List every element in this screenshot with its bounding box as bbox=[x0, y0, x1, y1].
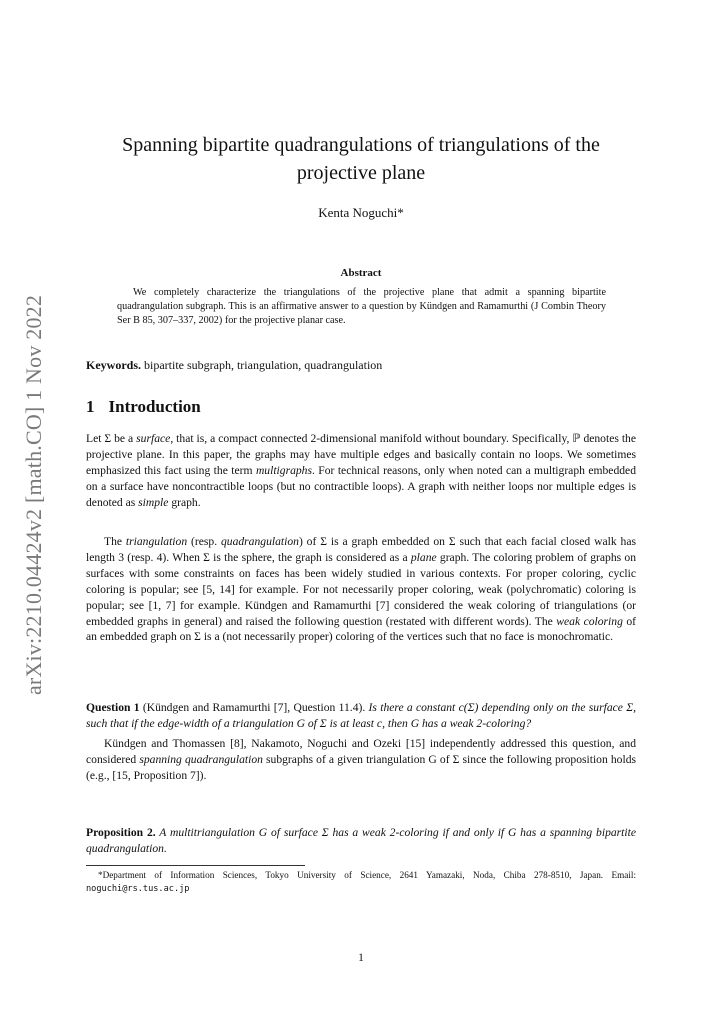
keywords-text: bipartite subgraph, triangulation, quadrangulation bbox=[144, 358, 383, 372]
paragraph-1 bbox=[86, 431, 636, 511]
section-number: 1 bbox=[86, 397, 95, 416]
question-label: Question 1 bbox=[86, 701, 140, 714]
emphasis: spanning quadrangulation bbox=[139, 752, 263, 766]
question-1 bbox=[86, 700, 636, 732]
page-number: 1 bbox=[358, 952, 364, 964]
emphasis: plane bbox=[410, 550, 437, 564]
section-title: Introduction bbox=[108, 397, 201, 416]
emphasis: surface bbox=[136, 432, 171, 445]
footnote-text: *Department of Information Sciences, Tokyo University of Science, 2641 Yamazaki, Noda, Chiba 278-8510, Japan. Email: bbox=[98, 870, 636, 880]
question-source: (Kündgen and Ramamurthi [7], Question 11.4). bbox=[139, 701, 366, 714]
footnote bbox=[86, 869, 636, 896]
text-span: The bbox=[104, 535, 126, 548]
emphasis: quadrangulation bbox=[220, 535, 299, 548]
text-span: ) of Σ is a graph embedded on Σ such that each facial closed walk has length 3 (resp. 4). When Σ is the sphere, the graph is considered as a bbox=[86, 535, 636, 564]
section-heading bbox=[86, 397, 201, 417]
emphasis: simple bbox=[138, 495, 169, 509]
emphasis: weak coloring bbox=[556, 614, 623, 628]
text-span: , that is, a compact connected 2-dimensional manifold without boundary. Specifically, ℙ denotes the projective plane. In this paper, the graphs may have multiple edges and basically contain no loops. We sometimes emphasized this fact using the term bbox=[86, 432, 636, 477]
arxiv-id: arXiv:2210.04424v2 [math.CO] 1 Nov 2022 bbox=[21, 294, 46, 695]
text-span: Let Σ be a bbox=[86, 432, 137, 445]
arxiv-sidebar bbox=[18, 294, 50, 695]
proposition-text: A multitriangulation G of surface Σ has a weak 2-coloring if and only if G has a spanning bipartite quadrangulation. bbox=[86, 826, 636, 855]
footnote-email: noguchi@rs.tus.ac.jp bbox=[86, 884, 190, 894]
keywords bbox=[86, 358, 636, 373]
text-span: of an embedded graph on Σ is a (not necessarily proper) coloring of the vertices such that no face is monochromatic. bbox=[86, 614, 637, 644]
emphasis: multigraphs bbox=[255, 463, 312, 477]
paper-title: Spanning bipartite quadrangulations of triangulations of the projective plane bbox=[122, 134, 600, 184]
author: Kenta Noguchi* bbox=[318, 205, 404, 220]
text-span: (resp. bbox=[187, 535, 221, 548]
paragraph-3 bbox=[86, 736, 636, 784]
text-span: . For technical reasons, only when noted can a multigraph embedded on a surface have noncontractible loops (but no contractible loops). A graph with neither loops nor multiple edges is denoted as bbox=[86, 463, 636, 509]
text-span: Kündgen and Thomassen [8], Nakamoto, Noguchi and Ozeki [15] independently addressed this question, and considered bbox=[86, 737, 636, 766]
proposition-label: Proposition 2. bbox=[86, 826, 156, 839]
abstract-text: We completely characterize the triangulations of the projective plane that admit a spanning bipartite quadrangulation subgraph. This is an affirmative answer to a question by Kündgen and Ramamurthi (J Combin Theory Ser B 85, 307–337, 2002) for the projective planar case. bbox=[117, 287, 606, 326]
footnote-rule bbox=[86, 865, 305, 866]
text-span: graph. The coloring problem of graphs on surfaces with some constraints on faces has been widely studied in various contexts. For proper coloring, cyclic coloring is popular; see [5, 14] for example. For not necessarily proper coloring, weak (polychromatic) coloring is popular; see [1, 7] for example. Kündgen and Ramamurthi [7] considered the weak coloring of triangulations (or embedded graphs in general) and raised the following question (restated with different words). The bbox=[86, 550, 636, 628]
proposition-2 bbox=[86, 825, 636, 857]
text-span: graph. bbox=[168, 495, 201, 509]
emphasis: triangulation bbox=[125, 535, 188, 548]
question-text: Is there a constant c(Σ) depending only on the surface Σ, such that if the edge-width of a triangulation G of Σ is at least c, then G has a weak 2-coloring? bbox=[86, 701, 636, 730]
abstract-heading: Abstract bbox=[340, 267, 382, 279]
paragraph-2 bbox=[86, 534, 636, 645]
keywords-label: Keywords. bbox=[86, 358, 141, 372]
text-span: subgraphs of a given triangulation G of Σ since the following proposition holds (e.g., [15, Proposition 7]). bbox=[86, 752, 636, 782]
